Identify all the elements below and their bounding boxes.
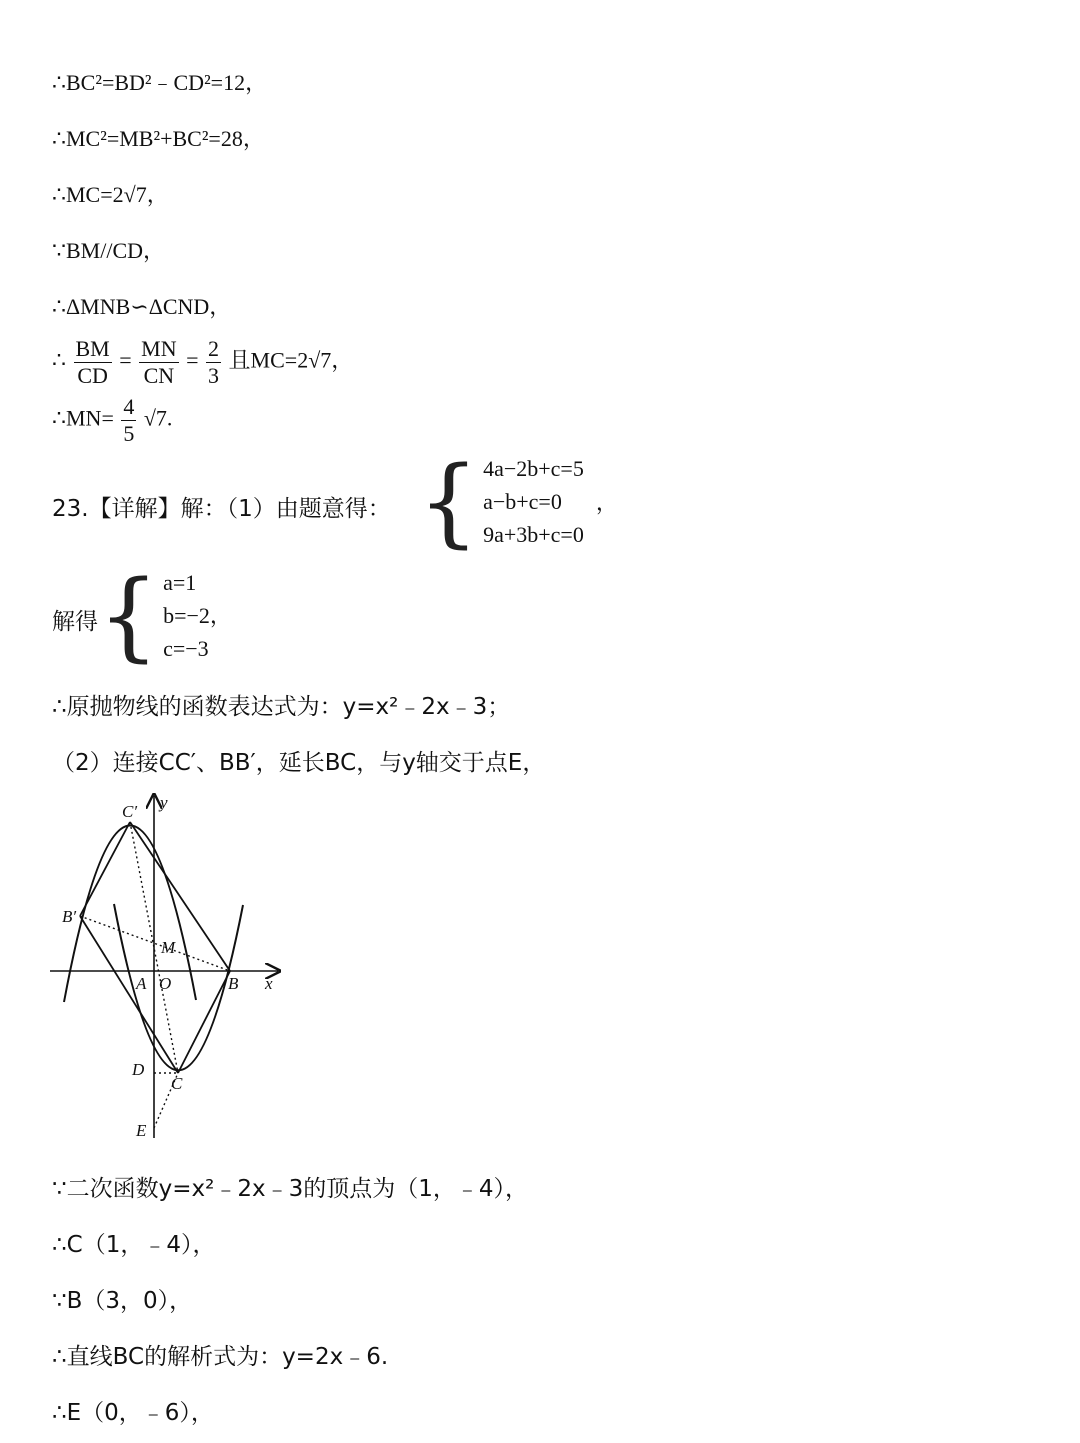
segment-cprime-b	[130, 822, 230, 971]
system-trailing-comma: ，	[595, 490, 618, 515]
line-bc-equation: ∴直线BC的解析式为：y=2x﹣6.	[52, 1344, 389, 1370]
mn-prefix: ∴MN=	[52, 405, 114, 431]
label-a: A	[136, 974, 147, 993]
frac-denominator: CD	[77, 363, 108, 388]
mn-result-line	[52, 394, 172, 447]
original-parabola	[114, 904, 243, 1070]
point-b-line: ∵B（3，0），	[52, 1288, 193, 1314]
equation-system	[418, 445, 618, 558]
equals-sign: =	[119, 347, 132, 373]
frac-numerator: 2	[208, 336, 220, 361]
frac-denominator: 3	[208, 363, 220, 388]
dotted-bb-prime	[80, 916, 230, 971]
label-b: B	[228, 974, 239, 993]
frac-numerator: 4	[123, 394, 135, 419]
ratio-line	[52, 336, 353, 389]
left-brace: {	[98, 559, 160, 672]
parabola-figure	[46, 790, 286, 1150]
solution-system	[98, 559, 232, 672]
parabola-expression: ∴原抛物线的函数表达式为：y=x²﹣2x﹣3；	[52, 694, 511, 720]
equals-sign: =	[186, 347, 199, 373]
point-e-line: ∴E（0，﹣6），	[52, 1400, 214, 1426]
system-eq-2: a−b+c=0	[483, 489, 562, 514]
label-b-prime: B′	[62, 907, 77, 926]
label-c-prime: C′	[122, 802, 138, 821]
frac-numerator: MN	[141, 336, 177, 361]
label-y-axis: y	[160, 793, 168, 812]
label-c: C	[171, 1074, 183, 1093]
label-d: D	[132, 1060, 145, 1079]
derivation-line-2: ∴MC²=MB²+BC²=28，	[52, 126, 265, 151]
frac-denominator: 5	[123, 421, 135, 446]
derivation-line-3: ∴MC=2√7，	[52, 182, 169, 207]
frac-denominator: CN	[143, 363, 175, 388]
q23-label: 23.【详解】解：（1）由题意得：	[52, 496, 391, 522]
point-c-line: ∴C（1，﹣4），	[52, 1232, 216, 1258]
derivation-line-4: ∵BM//CD，	[52, 238, 166, 263]
left-brace: {	[418, 445, 480, 558]
fraction-4-5	[121, 394, 136, 447]
segment-bprime-cprime	[80, 822, 130, 916]
ratio-suffix: 且MC=2√7，	[228, 347, 354, 373]
solution-c: c=−3	[163, 636, 209, 661]
frac-numerator: BM	[75, 336, 110, 361]
part2-text: （2）连接CC′、BB′，延长BC，与y轴交于点E，	[52, 750, 546, 776]
label-x-axis: x	[265, 974, 273, 993]
ratio-prefix: ∴	[52, 347, 66, 373]
system-eq-1: 4a−2b+c=5	[483, 456, 584, 481]
label-e: E	[136, 1121, 147, 1140]
segment-c-b	[178, 971, 230, 1073]
fraction-2-3	[206, 336, 221, 389]
vertex-line: ∵二次函数y=x²﹣2x﹣3的顶点为（1，﹣4），	[52, 1176, 528, 1202]
fraction-mn-cn	[139, 336, 178, 389]
derivation-line-5: ∴ΔMNB∽ΔCND，	[52, 294, 232, 319]
solve-label: 解得	[52, 609, 98, 635]
fraction-bm-cd	[74, 336, 112, 389]
system-eq-3: 9a+3b+c=0	[483, 522, 584, 547]
derivation-line-1: ∴BC²=BD²﹣CD²=12，	[52, 70, 268, 95]
label-o: O	[159, 974, 172, 993]
label-m: M	[161, 938, 176, 957]
mn-suffix: √7.	[143, 405, 173, 431]
solution-a: a=1	[163, 570, 197, 595]
solution-b: b=−2，	[163, 603, 232, 628]
